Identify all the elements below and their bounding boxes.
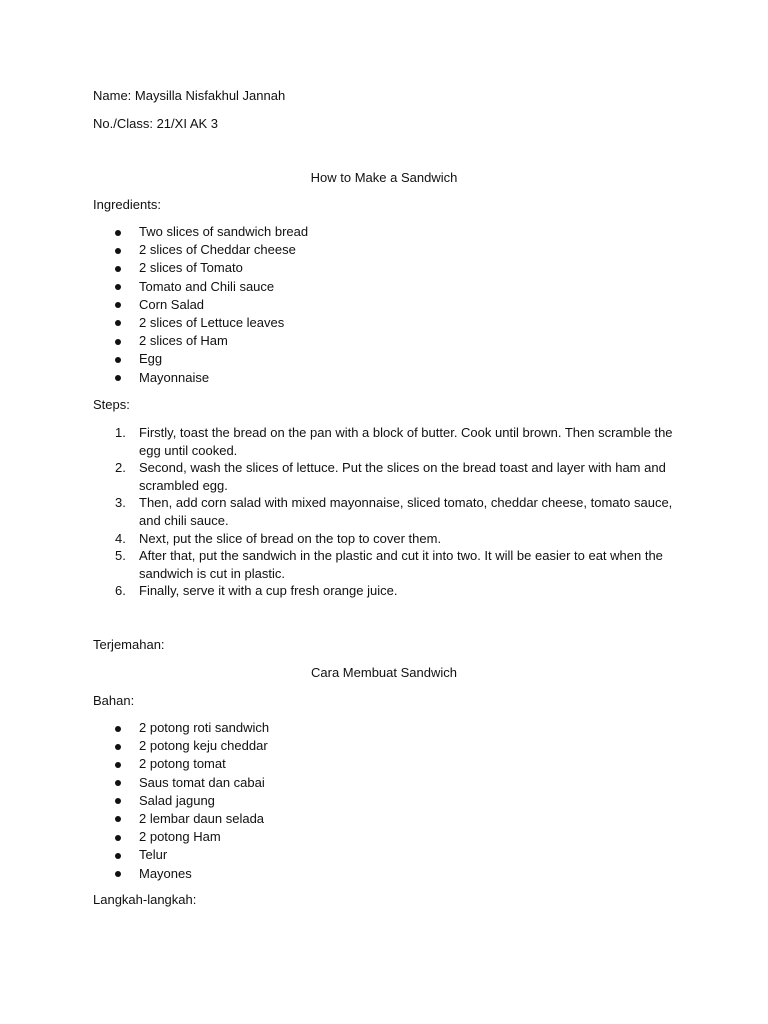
ingredient-text: 2 potong keju cheddar bbox=[139, 738, 268, 754]
ingredient-text: Two slices of sandwich bread bbox=[139, 224, 309, 239]
ingredient-text: 2 slices of Lettuce leaves bbox=[139, 314, 285, 330]
student-name: Name: Maysilla Nisfakhul Jannah bbox=[93, 88, 286, 103]
list-item bbox=[93, 314, 683, 332]
ingredient-text: Mayones bbox=[139, 865, 192, 881]
step-text: Finally, serve it with a cup fresh orange juice. bbox=[139, 583, 398, 599]
ingredient-text: Salad jagung bbox=[139, 792, 215, 808]
list-item bbox=[93, 278, 683, 296]
ingredient-text: Egg bbox=[139, 351, 163, 367]
step-text: Firstly, toast the bread on the pan with a block of butter. Cook until brown. Then scramble the egg until cooked. bbox=[139, 425, 673, 458]
list-item bbox=[93, 846, 683, 864]
ingredient-text: 2 potong roti sandwich bbox=[139, 720, 270, 735]
ingredient-text: 2 potong Ham bbox=[139, 829, 221, 845]
list-item bbox=[93, 223, 683, 241]
bullet-icon bbox=[115, 230, 121, 236]
list-item bbox=[93, 810, 683, 828]
bullet-icon bbox=[115, 798, 121, 804]
ingredient-text: 2 potong tomat bbox=[139, 756, 226, 772]
bullet-icon bbox=[115, 284, 121, 290]
bullet-icon bbox=[115, 744, 121, 750]
list-item bbox=[93, 737, 683, 755]
bullet-icon bbox=[115, 835, 121, 841]
ingredients-list bbox=[93, 223, 683, 387]
step-text: Second, wash the slices of lettuce. Put the slices on the bread toast and layer with ham and scrambled egg. bbox=[139, 460, 666, 493]
list-item bbox=[93, 369, 683, 387]
step-text: Then, add corn salad with mixed mayonnaise, sliced tomato, cheddar cheese, tomato sauce, and chili sauce. bbox=[139, 495, 673, 528]
step-item bbox=[93, 547, 683, 582]
bullet-icon bbox=[115, 780, 121, 786]
step-item bbox=[93, 494, 683, 529]
steps-heading: Steps: bbox=[93, 397, 130, 412]
bullet-icon bbox=[115, 302, 121, 308]
step-item bbox=[93, 582, 683, 600]
bullet-icon bbox=[115, 375, 121, 381]
list-item bbox=[93, 296, 683, 314]
step-number: 6. bbox=[115, 583, 126, 599]
translation-label: Terjemahan: bbox=[93, 637, 165, 652]
bullet-icon bbox=[115, 726, 121, 732]
ingredient-text: 2 slices of Ham bbox=[139, 333, 228, 349]
list-item bbox=[93, 755, 683, 773]
translation-ingredients-list bbox=[93, 719, 683, 883]
bullet-icon bbox=[115, 357, 121, 363]
list-item bbox=[93, 828, 683, 846]
document-title: How to Make a Sandwich bbox=[310, 170, 458, 185]
list-item bbox=[93, 332, 683, 350]
ingredient-text: 2 slices of Cheddar cheese bbox=[139, 242, 296, 258]
bullet-icon bbox=[115, 816, 121, 822]
ingredient-text: Telur bbox=[139, 847, 168, 863]
ingredient-text: Corn Salad bbox=[139, 296, 205, 312]
student-class: No./Class: 21/XI AK 3 bbox=[93, 116, 219, 131]
translation-steps-heading: Langkah-langkah: bbox=[93, 892, 197, 907]
list-item bbox=[93, 241, 683, 259]
step-number: 1. bbox=[115, 425, 126, 440]
bullet-icon bbox=[115, 266, 121, 272]
bullet-icon bbox=[115, 871, 121, 877]
list-item bbox=[93, 774, 683, 792]
step-text: Next, put the slice of bread on the top to cover them. bbox=[139, 530, 442, 546]
ingredient-text: Tomato and Chili sauce bbox=[139, 278, 275, 294]
step-number: 2. bbox=[115, 460, 126, 476]
ingredients-heading: Ingredients: bbox=[93, 197, 161, 212]
bullet-icon bbox=[115, 853, 121, 859]
translation-title: Cara Membuat Sandwich bbox=[311, 665, 457, 680]
steps-list bbox=[93, 424, 683, 600]
list-item bbox=[93, 719, 683, 737]
step-item bbox=[93, 459, 683, 494]
list-item bbox=[93, 350, 683, 368]
ingredient-text: 2 slices of Tomato bbox=[139, 260, 243, 276]
bullet-icon bbox=[115, 248, 121, 254]
bullet-icon bbox=[115, 339, 121, 345]
ingredient-text: Saus tomat dan cabai bbox=[139, 774, 265, 790]
bullet-icon bbox=[115, 762, 121, 768]
translation-ingredients-heading: Bahan: bbox=[93, 693, 135, 708]
step-number: 3. bbox=[115, 495, 126, 511]
ingredient-text: 2 lembar daun selada bbox=[139, 810, 265, 826]
list-item bbox=[93, 792, 683, 810]
list-item bbox=[93, 865, 683, 883]
bullet-icon bbox=[115, 320, 121, 326]
step-number: 4. bbox=[115, 530, 126, 546]
ingredient-text: Mayonnaise bbox=[139, 369, 210, 385]
list-item bbox=[93, 259, 683, 277]
step-item bbox=[93, 424, 683, 459]
step-item bbox=[93, 530, 683, 548]
step-number: 5. bbox=[115, 548, 126, 564]
step-text: After that, put the sandwich in the plastic and cut it into two. It will be easier to eat when the sandwich is cut in plastic. bbox=[139, 548, 663, 581]
